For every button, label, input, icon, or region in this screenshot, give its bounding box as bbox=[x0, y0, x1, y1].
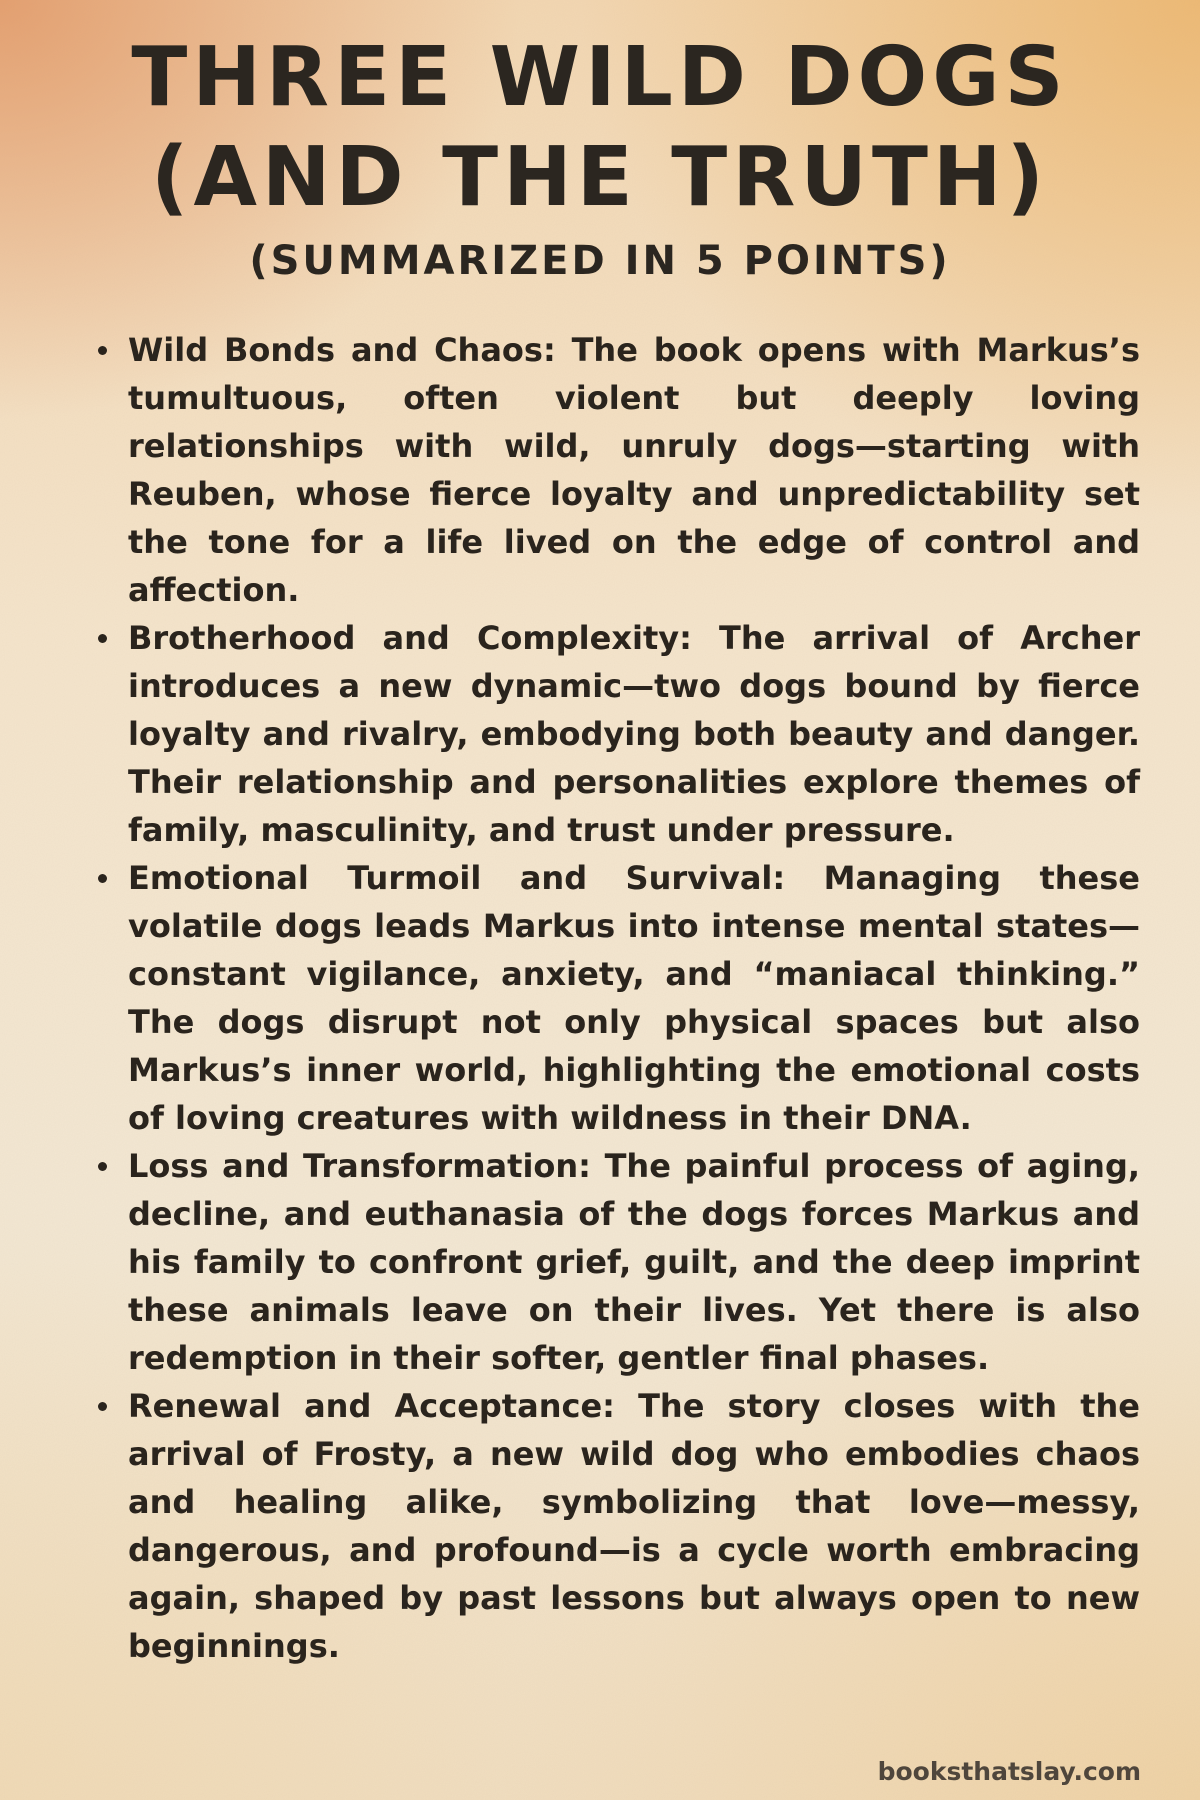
page-subtitle: (SUMMARIZED IN 5 POINTS) bbox=[249, 238, 951, 284]
bullet-icon bbox=[98, 634, 107, 643]
summary-point-5 bbox=[90, 1382, 1140, 1670]
summary-point-1 bbox=[90, 326, 1140, 614]
header bbox=[0, 28, 1200, 284]
summary-point-2 bbox=[90, 614, 1140, 854]
bullet-icon bbox=[98, 1162, 107, 1171]
summary-points-list bbox=[90, 326, 1140, 1670]
title-line-2: (AND THE TRUTH) bbox=[150, 130, 1049, 225]
summary-point-3 bbox=[90, 854, 1140, 1142]
summary-point-text: Brotherhood and Complexity: The arrival of Archer introduces a new dynamic—two dogs bound by fierce loyalty and rivalry, embodying both beauty and danger. Their relationship and personalities explore themes of family, masculinity, and trust under pressure. bbox=[128, 619, 1140, 849]
bullet-icon bbox=[98, 346, 107, 355]
bullet-icon bbox=[98, 874, 107, 883]
page-title bbox=[0, 28, 1200, 228]
summary-point-text: Renewal and Acceptance: The story closes with the arrival of Frosty, a new wild dog who embodies chaos and healing alike, symbolizing that love—messy, dangerous, and profound—is a cycle worth embracing again, shaped by past lessons but always open to new beginnings. bbox=[128, 1387, 1140, 1665]
title-line-1: THREE WILD DOGS bbox=[131, 30, 1069, 125]
summary-point-text: Emotional Turmoil and Survival: Managing these volatile dogs leads Markus into intense mental states—constant vigilance, anxiety, and “maniacal thinking.” The dogs disrupt not only physical spaces but also Markus’s inner world, highlighting the emotional costs of loving creatures with wildness in their DNA. bbox=[128, 859, 1140, 1137]
summary-point-text: Loss and Transformation: The painful process of aging, decline, and euthanasia of the dogs forces Markus and his family to confront grief, guilt, and the deep imprint these animals leave on their lives. Yet there is also redemption in their softer, gentler final phases. bbox=[128, 1147, 1140, 1377]
bullet-icon bbox=[98, 1402, 107, 1411]
summary-point-text: Wild Bonds and Chaos: The book opens with Markus’s tumultuous, often violent but deeply loving relationships with wild, unruly dogs—starting with Reuben, whose fierce loyalty and unpredictability set the tone for a life lived on the edge of control and affection. bbox=[128, 331, 1140, 609]
site-credit: booksthatslay.com bbox=[877, 1757, 1141, 1786]
summary-point-4 bbox=[90, 1142, 1140, 1382]
